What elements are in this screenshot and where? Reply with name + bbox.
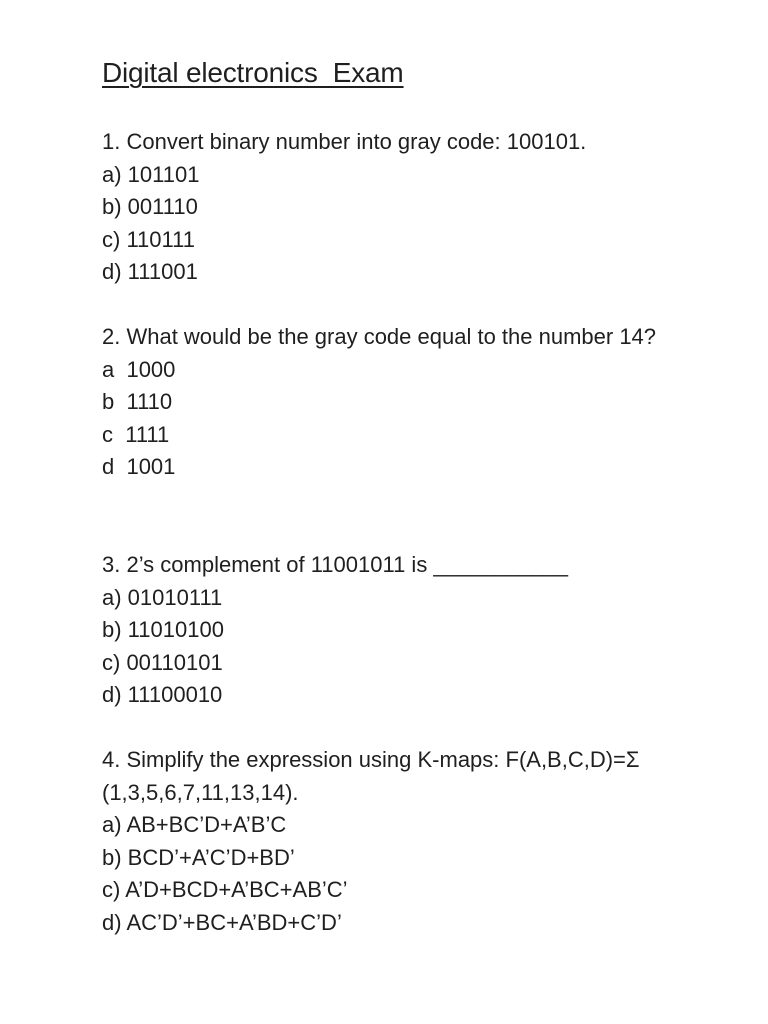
question-2-option-b: b 1110	[102, 389, 173, 414]
question-2	[102, 321, 722, 484]
question-1-option-d: d) 111001	[102, 259, 198, 284]
question-4-option-c: c) A’D+BCD+A’BC+AB’C’	[102, 877, 348, 902]
question-3-option-a: a) 01010111	[102, 584, 223, 610]
question-2-option-a: a 1000	[102, 356, 176, 382]
question-1-text: 1. Convert binary number into gray code: 100101.	[102, 129, 587, 154]
question-3-options	[102, 582, 722, 712]
question-3-option-c: c) 00110101	[102, 649, 223, 675]
question-4-option-d: d) AC’D’+BC+A’BD+C’D’	[102, 909, 342, 935]
exam-title: Digital electronics Exam	[102, 57, 404, 88]
question-2-option-c: c 1111	[102, 421, 170, 447]
question-3-text: 3. 2’s complement of 11001011 is ___________	[102, 552, 569, 577]
question-2-text: 2. What would be the gray code equal to the number 14?	[102, 324, 657, 349]
question-4-options	[102, 809, 722, 939]
question-1-option-c: c) 110111	[102, 226, 195, 252]
question-3-option-b: b) 11010100	[102, 617, 224, 642]
question-3-option-d: d) 11100010	[102, 682, 223, 707]
question-1-option-a: a) 101101	[102, 161, 200, 187]
question-3	[102, 549, 722, 712]
question-2-options	[102, 354, 722, 484]
question-4-option-b: b) BCD’+A’C’D+BD’	[102, 844, 295, 870]
question-1-option-b: b) 001110	[102, 194, 198, 219]
question-2-option-d: d 1001	[102, 454, 176, 479]
question-4-text: 4. Simplify the expression using K-maps: F(A,B,C,D)=Σ (1,3,5,6,7,11,13,14).	[102, 747, 646, 805]
question-4	[102, 744, 722, 939]
question-1	[102, 126, 722, 289]
question-1-options	[102, 159, 722, 289]
question-4-option-a: a) AB+BC’D+A’B’C	[102, 812, 287, 837]
